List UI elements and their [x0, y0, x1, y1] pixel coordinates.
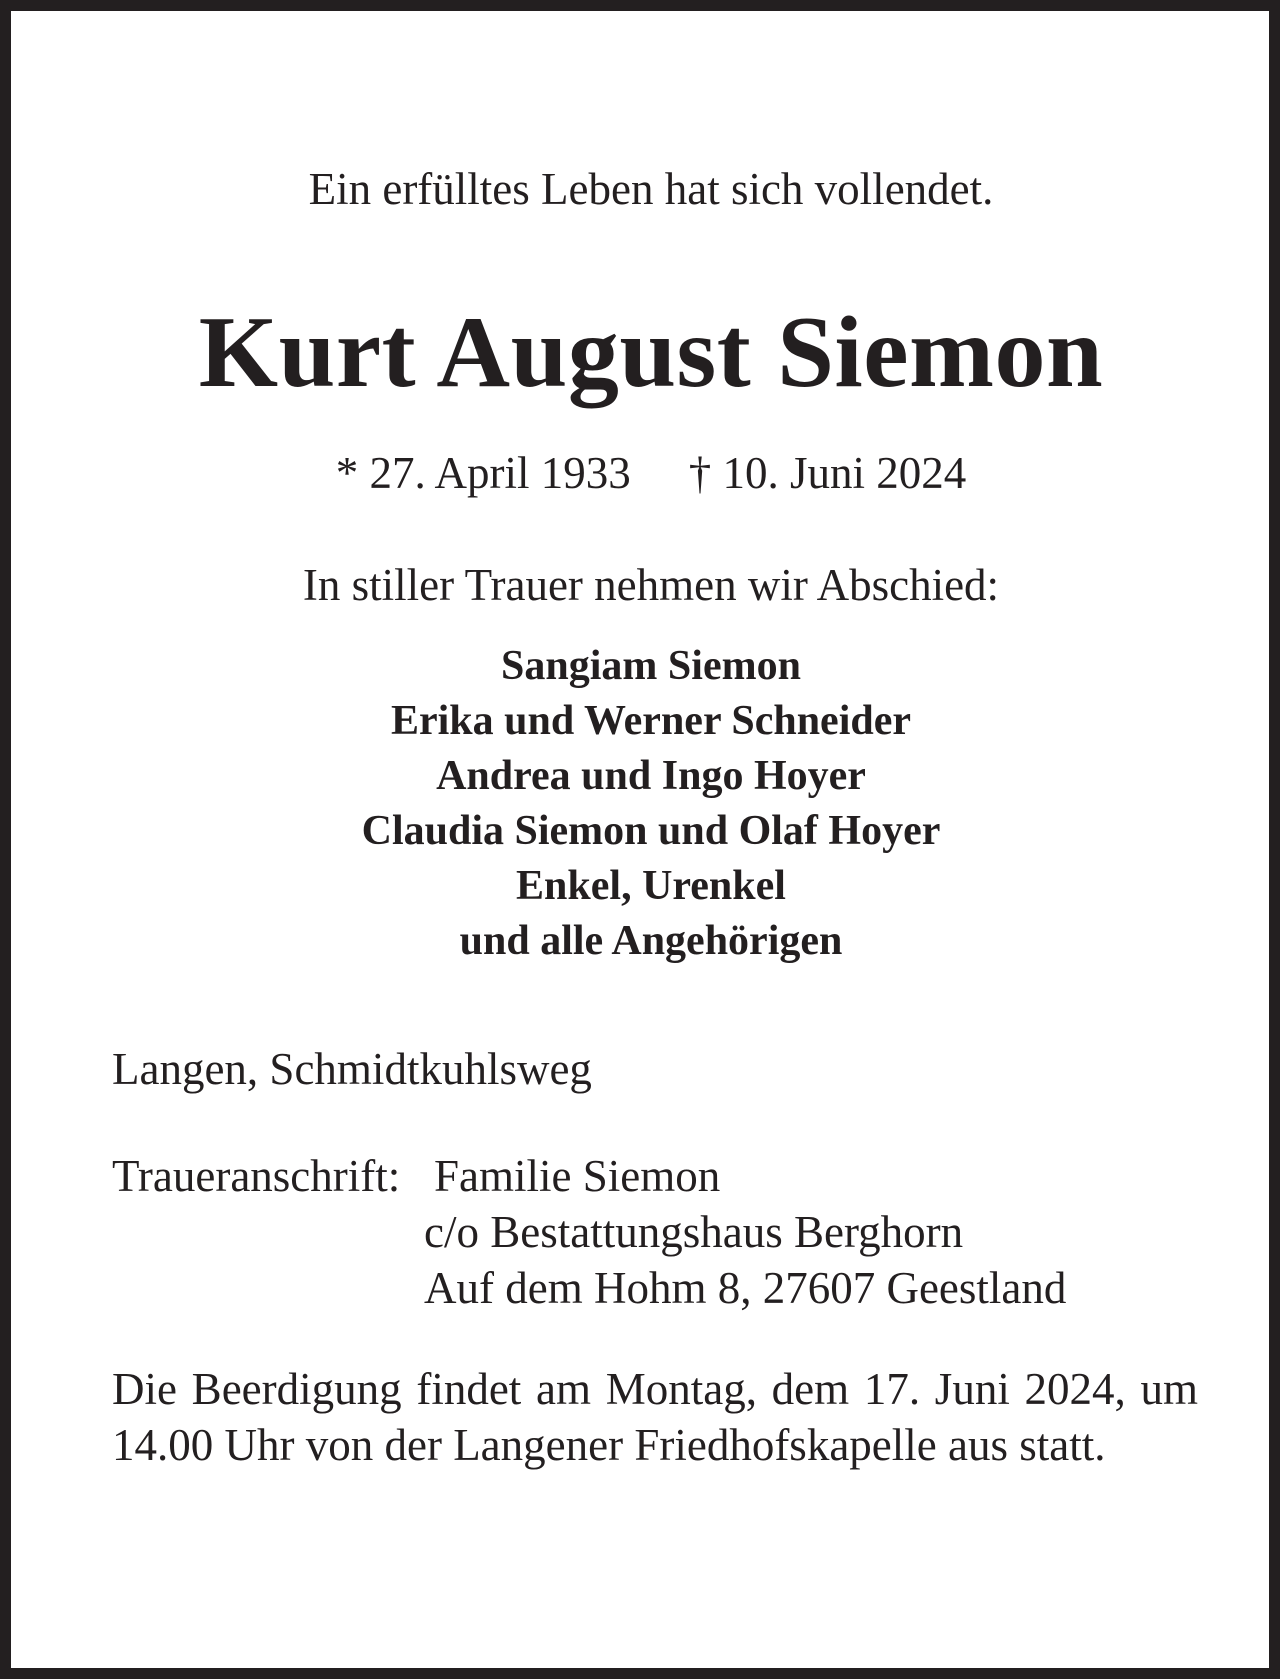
mourning-line: In stiller Trauer nehmen wir Abschied: [302, 560, 1000, 610]
mourner-name: Sangiam Siemon [501, 643, 801, 689]
place-line: Langen, Schmidtkuhlsweg [112, 1044, 592, 1094]
death-date: † 10. Juni 2024 [688, 448, 967, 498]
mourning-address [112, 1148, 1066, 1316]
intro-line: Ein erfülltes Leben hat sich vollendet. [308, 164, 994, 214]
mourner-name: Claudia Siemon und Olaf Hoyer [361, 808, 941, 854]
address-line: c/o Bestattungshaus Berghorn [424, 1207, 964, 1257]
mourner-name: Erika und Werner Schneider [390, 698, 912, 744]
birth-date: * 27. April 1933 [335, 448, 631, 498]
mourner-name: und alle Angehörigen [459, 918, 843, 964]
mourner-name: Enkel, Urenkel [516, 863, 786, 909]
mourners-list [11, 639, 1280, 969]
funeral-details: Die Beerdigung findet am Montag, dem 17. Juni 2024, um 14.00 Uhr von der Langener Friedhofskapelle aus statt. [112, 1364, 1198, 1470]
mourner-name: Andrea und Ingo Hoyer [436, 753, 866, 799]
address-line: Auf dem Hohm 8, 27607 Geestland [424, 1263, 1067, 1313]
life-dates [11, 443, 1280, 503]
deceased-name: Kurt August Siemon [198, 296, 1104, 409]
address-label: Traueranschrift: [112, 1151, 401, 1201]
address-line: Familie Siemon [434, 1151, 721, 1201]
